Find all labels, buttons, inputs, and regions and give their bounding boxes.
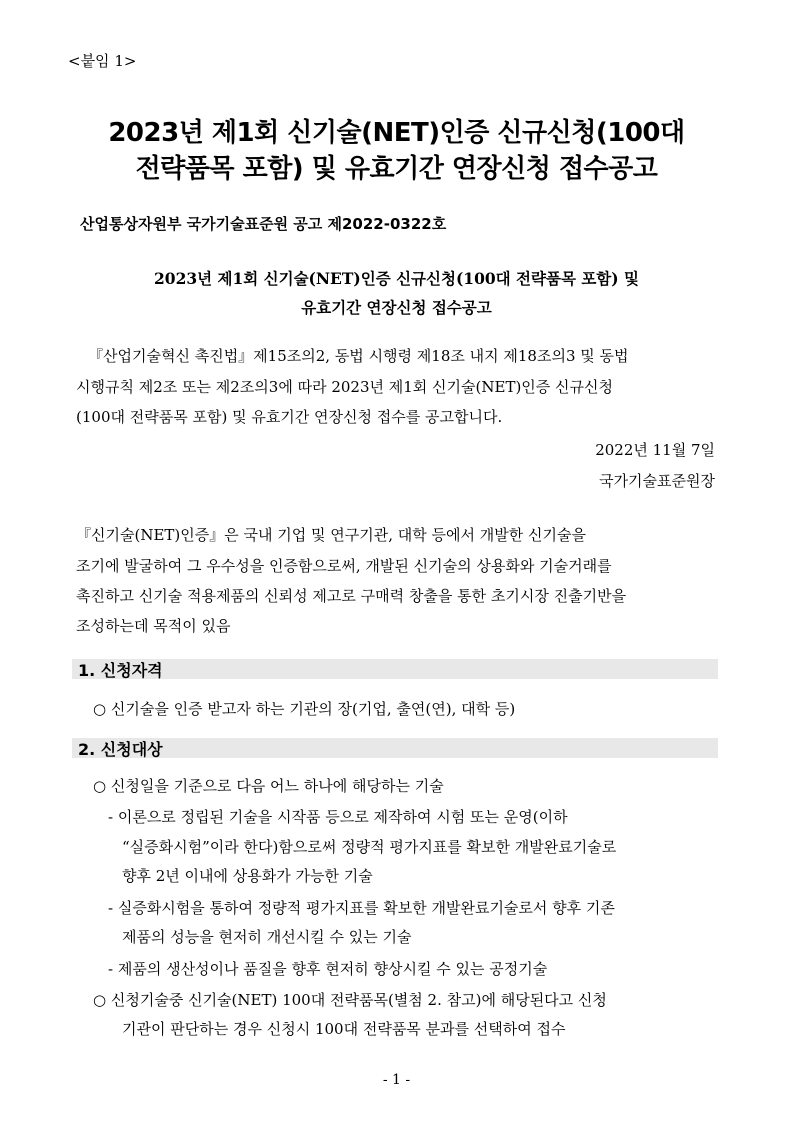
notice-date: 2022년 11월 7일: [595, 441, 715, 459]
section2-dash1-line-2: “실증화시험”이라 한다)함으로써 정량적 평가지표를 확보한 개발완료기술로: [122, 838, 617, 856]
intro-line-2: 시행규칙 제2조 또는 제2조의3에 따라 2023년 제1회 신기술(NET)인증 신규신청: [76, 378, 614, 396]
subtitle-line-2: 유효기간 연장신청 접수공고: [301, 298, 492, 317]
purpose-line-4: 조성하는데 목적이 있음: [76, 617, 231, 635]
section2-item-1: ○ 신청일을 기준으로 다음 어느 하나에 해당하는 기술: [93, 777, 444, 795]
section1-heading: 1. 신청자격: [78, 661, 163, 680]
main-title-line-1: 2023년 제1회 신기술(NET)인증 신규신청(100대: [108, 118, 685, 148]
section2-heading: 2. 신청대상: [78, 740, 163, 759]
intro-line-3: (100대 전략품목 포함) 및 유효기간 연장신청 접수를 공고합니다.: [76, 408, 503, 426]
section2-dash2-line-1: - 실증화시험을 통하여 정량적 평가지표를 확보한 개발완료기술로서 향후 기존: [108, 899, 615, 917]
purpose-line-2: 조기에 발굴하여 그 우수성을 인증함으로써, 개발된 신기술의 상용화와 기술거래를: [76, 557, 612, 575]
section2-dash3: - 제품의 생산성이나 품질을 향후 현저히 향상시킬 수 있는 공정기술: [108, 960, 548, 978]
section1-bar: [72, 659, 718, 679]
section2-item-2-line-1: ○ 신청기술중 신기술(NET) 100대 전략품목(별첨 2. 참고)에 해당된다고 신청: [93, 991, 607, 1009]
page-number: - 1 -: [382, 1072, 411, 1088]
attachment-label: <붙임 1>: [68, 52, 137, 70]
purpose-line-3: 촉진하고 신기술 적용제품의 신뢰성 제고로 구매력 창출을 통한 초기시장 진출기반을: [76, 587, 627, 605]
notice-number: 산업통상자원부 국가기술표준원 공고 제2022-0322호: [80, 215, 447, 233]
section1-item: ○ 신기술을 인증 받고자 하는 기관의 장(기업, 출연(연), 대학 등): [93, 700, 516, 718]
section2-dash1-line-1: - 이론으로 정립된 기술을 시작품 등으로 제작하여 시험 또는 운영(이하: [108, 808, 568, 826]
section2-dash2-line-2: 제품의 성능을 현저히 개선시킬 수 있는 기술: [122, 928, 412, 946]
purpose-line-1: 『신기술(NET)인증』은 국내 기업 및 연구기관, 대학 등에서 개발한 신기술을: [76, 526, 586, 544]
section2-dash1-line-3: 향후 2년 이내에 상용화가 가능한 기술: [122, 867, 373, 885]
intro-line-1: 『산업기술혁신 촉진법』제15조의2, 동법 시행령 제18조 내지 제18조의3 및 동법: [88, 347, 629, 365]
section2-item-2-line-2: 기관이 판단하는 경우 신청시 100대 전략품목 분과를 선택하여 접수: [122, 1020, 566, 1038]
subtitle-line-1: 2023년 제1회 신기술(NET)인증 신규신청(100대 전략품목 포함) 및: [154, 269, 639, 288]
issuer: 국가기술표준원장: [599, 472, 715, 490]
main-title-line-2: 전략품목 포함) 및 유효기간 연장신청 접수공고: [135, 154, 658, 184]
section2-bar: [72, 738, 718, 758]
